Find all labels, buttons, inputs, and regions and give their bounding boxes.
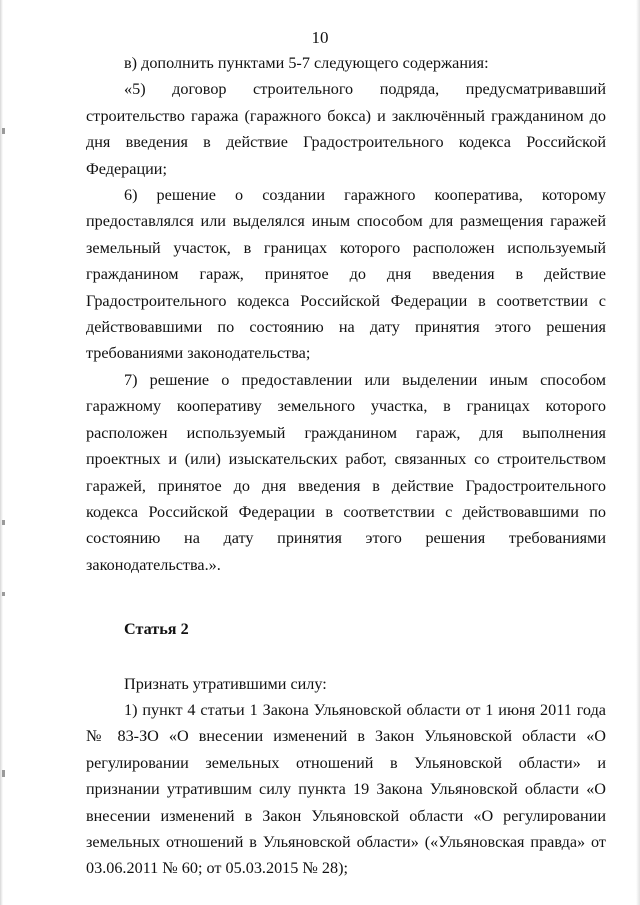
scan-artifact bbox=[2, 770, 5, 777]
paragraph-item-5: «5) договор строительного подряда, предусматривавший строительство гаража (гаражного бокса) и заключённый гражданином до дня введения в действие Градостроительного кодекса Российской Федерации; bbox=[86, 80, 606, 178]
scan-right-edge bbox=[636, 0, 640, 905]
paragraph-article-item-1: 1) пункт 4 статьи 1 Закона Ульяновской области от 1 июня 2011 года № 83-ЗО «О внесении изменений в Закон Ульяновской области «О регулировании земельных отношений в Ульяновской области» и признании утратившим силу пункта 19 Закона Ульяновской области «О внесении изменений в Закон Ульяновской области «О регулировании земельных отношений в Ульяновской области» («Ульяновская правда» от 03.06.2011 № 60; от 05.03.2015 № 28); bbox=[86, 700, 606, 878]
paragraph-item-6: 6) решение о создании гаражного кооператива, которому предоставлялся или выделялся иным способом для размещения гаражей земельный участок, в границах которого расположен используемый гражданином гараж, принятое до дня введения в действие Градостроительного кодекса Российской Федерации в соответствии с действовавшими по состоянию на дату принятия этого решения требованиями законодательства; bbox=[86, 186, 606, 363]
scan-artifact bbox=[2, 520, 5, 525]
document-body bbox=[86, 50, 606, 882]
page-number: 10 bbox=[311, 28, 329, 47]
paragraph-article-intro: Признать утратившими силу: bbox=[124, 674, 327, 693]
scan-artifact bbox=[2, 128, 5, 134]
spacer bbox=[86, 578, 606, 616]
article-heading: Статья 2 bbox=[124, 620, 189, 639]
paragraph-intro: в) дополнить пунктами 5-7 следующего содержания: bbox=[124, 54, 489, 72]
paragraph-item-7: 7) решение о предоставлении или выделении иным способом гаражному кооперативу земельного участка, в границах которого расположен используемый гражданином гараж, для выполнения проектных и (или) изыскательских работ, связанных со строительством гаражей, принятое до дня введения в действие Градостроительного кодекса Российской Федерации в соответствии с действовавшими по состоянию на дату принятия этого решения требованиями законодательства.». bbox=[86, 370, 606, 574]
spacer bbox=[86, 643, 606, 671]
scan-artifact bbox=[2, 592, 5, 596]
